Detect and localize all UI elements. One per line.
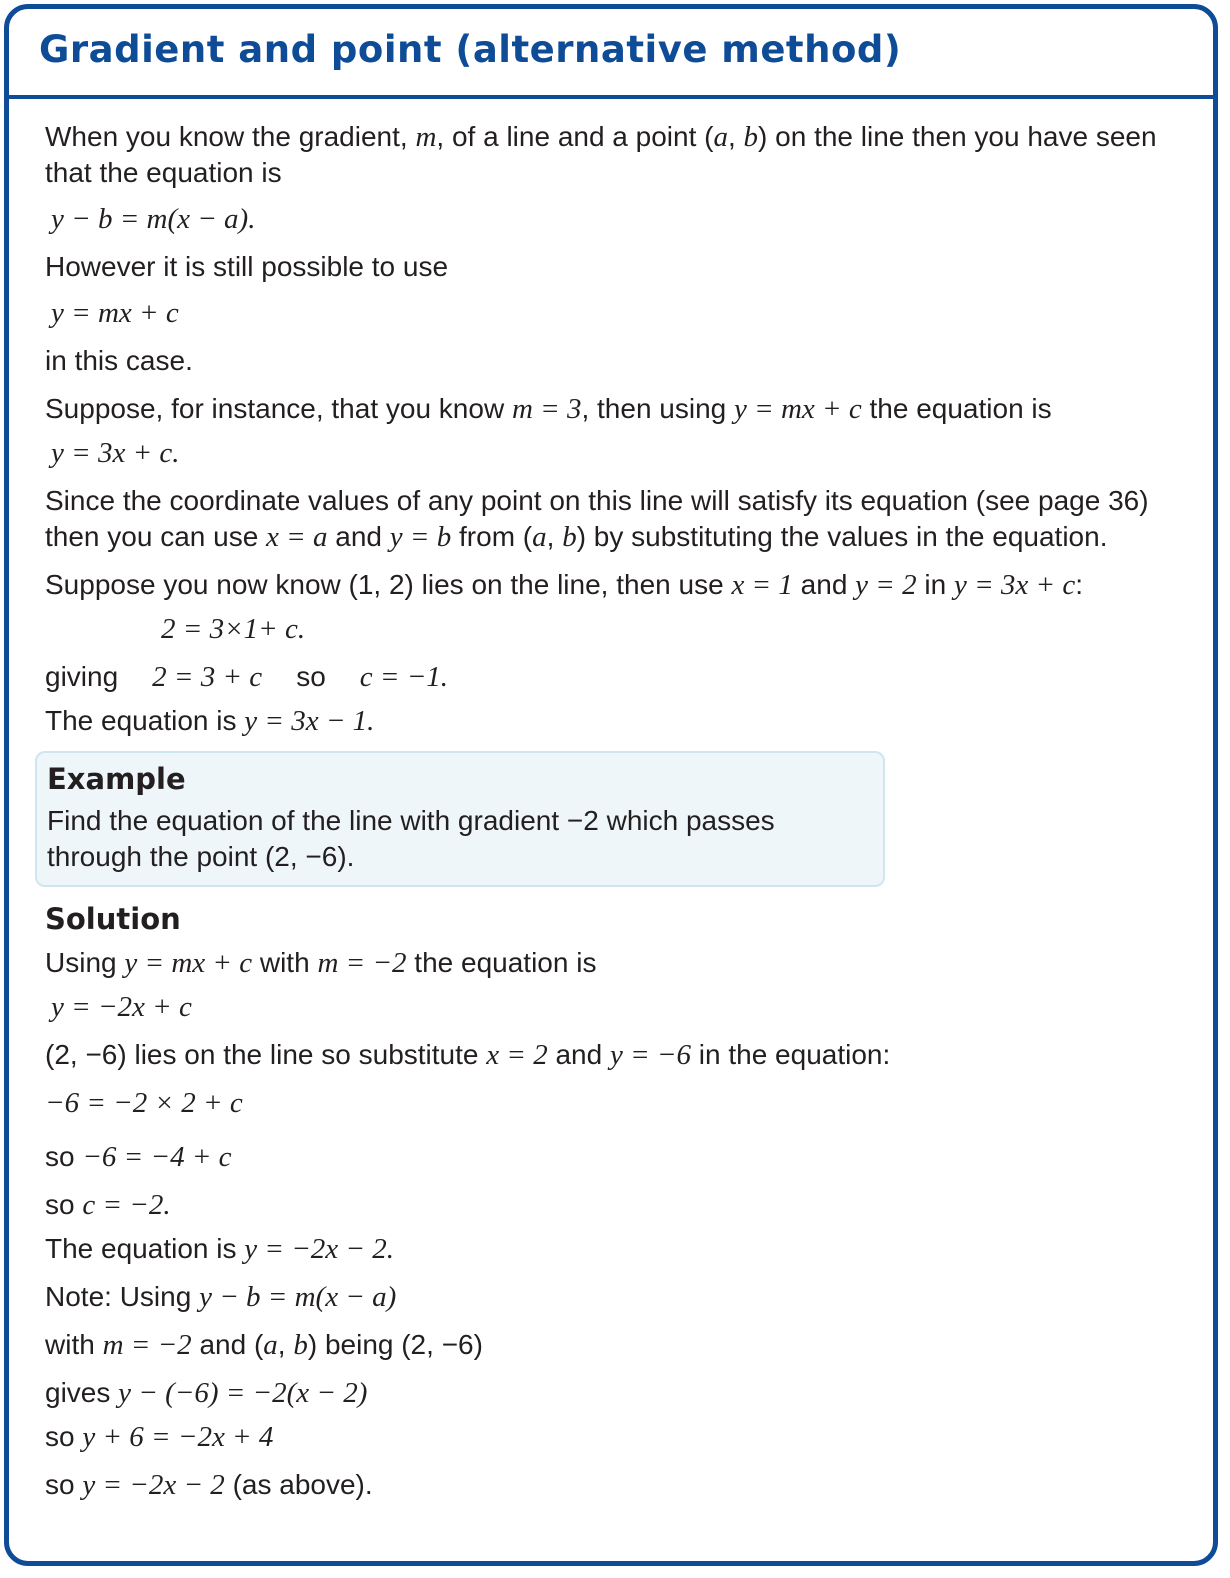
intro-giving-line: giving 2 = 3 + c so c = −1. bbox=[45, 661, 449, 693]
example-text: Find the equation of the line with gradient −2 which passes through the point (2, −6). bbox=[47, 805, 775, 872]
solution-note-line-1: Note: Using y − b = m(x − a) bbox=[45, 1281, 397, 1313]
intro-paragraph-5: Since the coordinate values of any point on this line will satisfy its equation (see page 36) then you can use x = a and y = b from (a, b) by substituting the values in the equation. bbox=[45, 485, 1149, 553]
intro-paragraph-4: Suppose, for instance, that you know m = 3, then using y = mx + c the equation is bbox=[45, 393, 1052, 425]
solution-note-line-2: with m = −2 and (a, b) being (2, −6) bbox=[45, 1329, 483, 1361]
intro-result-line: The equation is y = 3x − 1. bbox=[45, 705, 375, 737]
solution-equation-1: y = −2x + c bbox=[51, 991, 192, 1023]
equation-general: y = mx + c bbox=[51, 297, 179, 329]
solution-line-5: The equation is y = −2x − 2. bbox=[45, 1233, 394, 1265]
page-frame bbox=[4, 4, 1218, 1566]
solution-line-4: so c = −2. bbox=[45, 1189, 171, 1221]
example-heading: Example bbox=[47, 762, 186, 796]
solution-equation-2: −6 = −2 × 2 + c bbox=[45, 1087, 243, 1119]
solution-heading: Solution bbox=[45, 902, 181, 936]
example-box bbox=[35, 751, 885, 887]
equation-point-gradient: y − b = m(x − a). bbox=[51, 203, 256, 235]
solution-line-2: (2, −6) lies on the line so substitute x = 2 and y = −6 in the equation: bbox=[45, 1039, 891, 1071]
solution-note-line-5: so y = −2x − 2 (as above). bbox=[45, 1469, 373, 1501]
solution-line-3: so −6 = −4 + c bbox=[45, 1141, 232, 1173]
solution-line-1: Using y = mx + c with m = −2 the equation is bbox=[45, 947, 597, 979]
intro-paragraph-2: However it is still possible to use bbox=[45, 251, 449, 282]
page-title: Gradient and point (alternative method) bbox=[39, 28, 902, 71]
content bbox=[45, 119, 1195, 1515]
equation-m3: y = 3x + c. bbox=[51, 437, 180, 469]
intro-paragraph-1: When you know the gradient, m, of a line and a point (a, b) on the line then you have seen that the equation is bbox=[45, 121, 1157, 188]
solution-note-line-4: so y + 6 = −2x + 4 bbox=[45, 1421, 274, 1453]
solution-note-line-3: gives y − (−6) = −2(x − 2) bbox=[45, 1377, 368, 1409]
equation-substitution: 2 = 3×1+ c. bbox=[161, 613, 306, 645]
title-bar bbox=[9, 9, 1213, 99]
intro-paragraph-3: in this case. bbox=[45, 345, 193, 376]
intro-paragraph-6: Suppose you now know (1, 2) lies on the line, then use x = 1 and y = 2 in y = 3x + c: bbox=[45, 569, 1084, 601]
